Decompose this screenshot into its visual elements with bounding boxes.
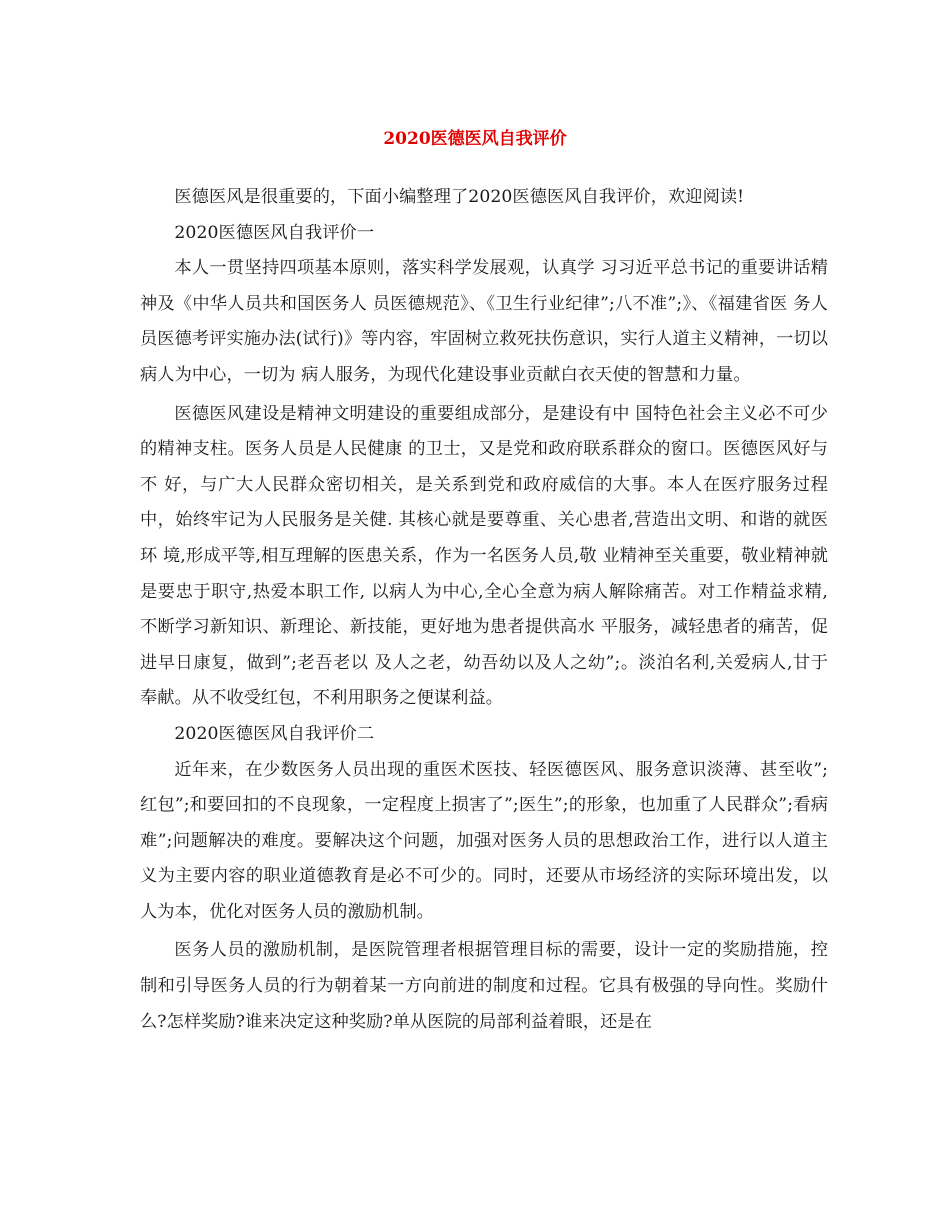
section-heading-two: 2020医德医风自我评价二 <box>174 723 375 744</box>
document-title: 2020医德医风自我评价 <box>383 129 567 149</box>
document-body <box>140 180 828 1040</box>
body-paragraph: 医德医风建设是精神文明建设的重要组成部分，是建设有中 国特色社会主义必不可少的精神支柱。医务人员是人民健康 的卫士，又是党和政府联系群众的窗口。医德医风好与不 好，与广大人民群众密切相关，是关系到党和政府威信的大事。本人在医疗服务过程中，始终牢记为人民服务是关健. 其核心就是要尊重、关心患者,营造出文明、和谐的就医环 境,形成平等,相互理解的医患关系，作为一名医务人员,敬 业精神至关重要，敬业精神就是要忠于职守,热爱本职工作, 以病人为中心,全心全意为病人解除痛苦。对工作精益求精, 不断学习新知识、新理论、新技能，更好地为患者提供高水 平服务，减轻患者的痛苦，促进早日康复，做到”;老吾老以 及人之老，幼吾幼以及人之幼”;。淡泊名利,关爱病人,甘于 奉献。从不收受红包，不利用职务之便谋利益。 <box>140 403 828 709</box>
body-paragraph: 医务人员的激励机制，是医院管理者根据管理目标的需要，设计一定的奖励措施，控制和引导医务人员的行为朝着某一方向前进的制度和过程。它具有极强的导向性。奖励什么?怎样奖励?谁来决定这种奖励?单从医院的局部利益着眼，还是在 <box>140 940 828 1032</box>
intro-paragraph: 医德医风是很重要的，下面小编整理了2020医德医风自我评价，欢迎阅读! <box>174 187 745 207</box>
body-paragraph: 本人一贯坚持四项基本原则，落实科学发展观，认真学 习习近平总书记的重要讲话精神及《中华人员共和国医务人 员医德规范》、《卫生行业纪律”;八不准”;》、《福建省医 务人员医德考评实施办法(试行)》等内容，牢固树立救死扶伤意识，实行人道主义精神，一切以病人为中心，一切为 病人服务，为现代化建设事业贡献白衣天使的智慧和力量。 <box>140 258 828 385</box>
body-paragraph: 近年来，在少数医务人员出现的重医术医技、轻医德医风、服务意识淡薄、甚至收”;红包”;和要回扣的不良现象，一定程度上损害了”;医生”;的形象，也加重了人民群众”;看病难”;问题解决的难度。要解决这个问题，加强对医务人员的思想政治工作，进行以人道主义为主要内容的职业道德教育是必不可少的。同时，还要从市场经济的实际环境出发，以人为本，优化对医务人员的激励机制。 <box>140 759 828 922</box>
section-heading-one: 2020医德医风自我评价一 <box>174 222 375 243</box>
